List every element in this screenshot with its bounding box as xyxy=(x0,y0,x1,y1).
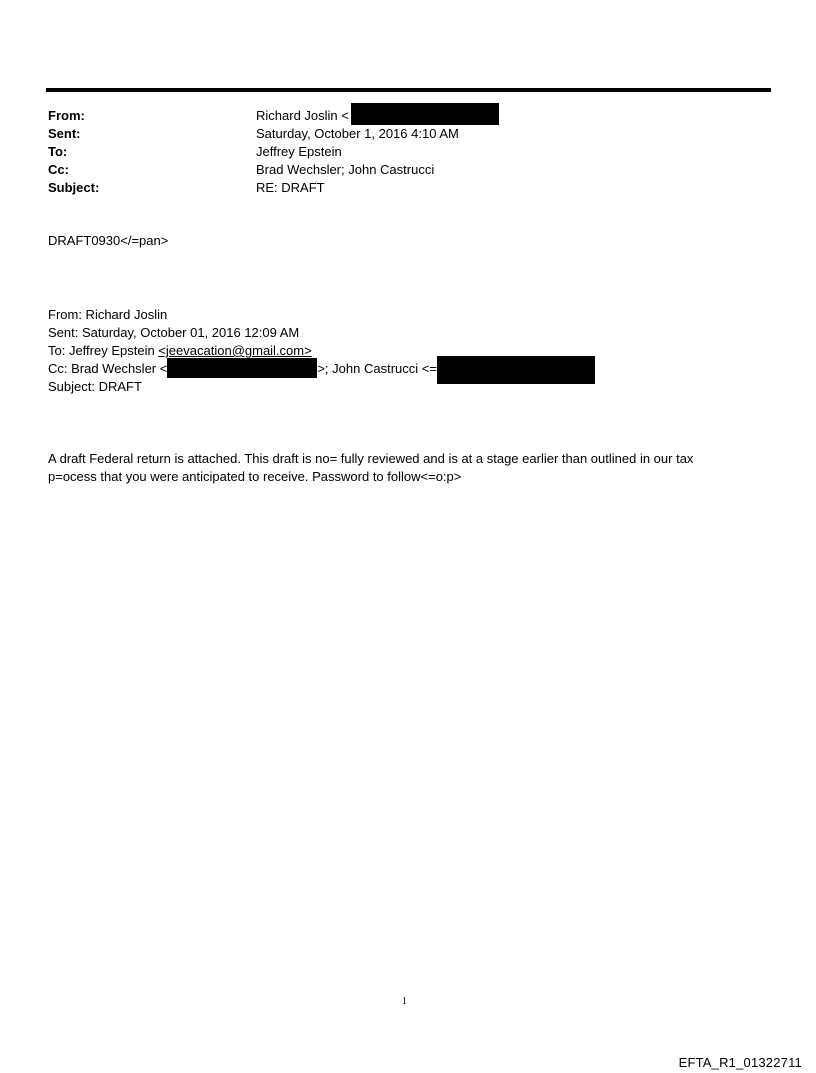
page-number: 1 xyxy=(402,996,407,1007)
quoted-to-email-link[interactable]: <jeevacation@gmail.com> xyxy=(158,343,312,358)
paragraph-line: A draft Federal return is attached. This draft is no= fully reviewed and is at a stage earlier than outlined in our tax xyxy=(48,451,694,466)
from-name: Richard Joslin < xyxy=(256,108,349,123)
quoted-cc-middle: >; John Castrucci <= xyxy=(317,361,437,376)
to-row xyxy=(48,143,768,161)
redaction-box xyxy=(167,358,317,378)
paragraph-line: p=ocess that you were anticipated to receive. Password to follow<=o:p> xyxy=(48,469,462,484)
subject-label: Subject: xyxy=(48,180,100,195)
from-row xyxy=(48,107,768,125)
redaction-box xyxy=(351,103,499,125)
sent-value: Saturday, October 1, 2016 4:10 AM xyxy=(256,126,459,141)
quoted-cc-line xyxy=(48,360,595,378)
quoted-header xyxy=(48,306,595,396)
from-value xyxy=(256,107,499,125)
quoted-cc-prefix: Cc: Brad Wechsler < xyxy=(48,361,168,376)
quoted-to-prefix: To: Jeffrey Epstein xyxy=(48,343,159,358)
to-value: Jeffrey Epstein xyxy=(256,144,342,159)
cc-value: Brad Wechsler; John Castrucci xyxy=(256,162,435,177)
subject-value: RE: DRAFT xyxy=(256,180,325,195)
cc-row xyxy=(48,161,768,179)
header-rule xyxy=(46,88,771,92)
message-paragraph xyxy=(48,450,768,486)
sent-row xyxy=(48,125,768,143)
from-label: From: xyxy=(48,108,85,123)
body-first-line: DRAFT0930</=pan> xyxy=(48,233,169,248)
cc-label: Cc: xyxy=(48,162,69,177)
subject-row xyxy=(48,179,768,197)
quoted-sent-line: Sent: Saturday, October 01, 2016 12:09 AM xyxy=(48,325,300,340)
quoted-subject-line: Subject: DRAFT xyxy=(48,379,142,394)
quoted-from-line: From: Richard Joslin xyxy=(48,307,168,322)
to-label: To: xyxy=(48,144,68,159)
sent-label: Sent: xyxy=(48,126,81,141)
email-header xyxy=(48,107,768,197)
document-id: EFTA_R1_01322711 xyxy=(678,1055,802,1070)
